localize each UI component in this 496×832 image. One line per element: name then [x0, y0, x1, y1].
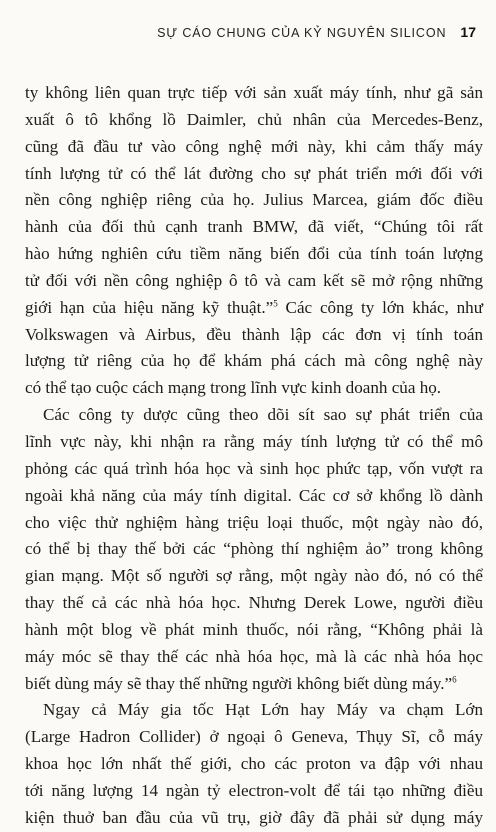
text-line: Ngay cả Máy gia tốc Hạt Lớn hay Máy va chạm Lớn — [43, 700, 483, 720]
text-line: Các công ty dược cũng theo dõi sít sao sự phát triển của — [43, 405, 483, 425]
text-line: tử đối với nền công nghiệp ô tô và cam kết sẽ mở rộng những — [25, 270, 483, 290]
text-line: (Large Hadron Collider) ở ngoại ô Geneva, Thụy Sĩ, cỗ máy — [25, 727, 483, 747]
footnote-marker: 5 — [273, 298, 278, 309]
footnote-marker: 6 — [452, 673, 457, 684]
paragraph-2 — [25, 402, 483, 697]
text-line — [25, 671, 483, 698]
chapter-title: SỰ CÁO CHUNG CỦA KỶ NGUYÊN SILICON — [157, 26, 447, 40]
text-line: nền công nghiệp riêng của họ. Julius Marcea, giám đốc điều — [25, 190, 483, 210]
text-line: Volkswagen và Airbus, đều thành lập các đơn vị tính toán — [25, 324, 483, 344]
text-line: máy móc sẽ thay thế các nhà hóa học, mà là các nhà hóa học — [25, 646, 483, 666]
text-line: lĩnh vực này, khi nhận ra rằng máy tính lượng tử có thể mô — [25, 431, 483, 451]
paragraph-1 — [25, 80, 483, 402]
text-line: tới năng lượng 14 ngàn tỷ electron-volt để tái tạo những điều — [25, 780, 483, 800]
text-line: thay thế cả các nhà hóa học. Nhưng Derek Lowe, người điều — [25, 593, 483, 613]
text-fragment: Các công ty lớn khác, như — [277, 297, 483, 317]
text-line: ngoài khả năng của máy tính digital. Các cơ sở khổng lồ dành — [25, 485, 483, 505]
text-line — [25, 295, 483, 322]
text-line: có thể bị thay thế bởi các “phòng thí nghiệm ảo” trong không — [25, 539, 483, 559]
text-line: phỏng các quá trình hóa học và sinh học phức tạp, vốn vượt ra — [25, 458, 483, 478]
running-header — [157, 24, 476, 40]
text-line: có thể tạo cuộc cách mạng trong lĩnh vực kinh doanh của họ. — [25, 378, 442, 398]
text-line: lượng tử riêng của họ để khám phá cách mà công nghệ này — [25, 351, 483, 371]
page-number: 17 — [460, 24, 476, 40]
text-line: hào hứng nghiên cứu tiềm năng biến đổi của tính toán lượng — [25, 244, 483, 264]
text-line: hành của đối thủ cạnh tranh BMW, đã viết, “Chúng tôi rất — [25, 217, 483, 237]
text-line: cũng đã đầu tư vào công nghệ mới này, khi cảm thấy máy — [25, 136, 483, 156]
text-fragment: giới hạn của hiệu năng kỹ thuật.” — [25, 297, 274, 317]
body-text — [25, 80, 483, 832]
text-line: cho việc thử nghiệm hàng triệu loại thuốc, một ngày nào đó, — [25, 512, 483, 532]
text-line: tính lượng tử có thể lát đường cho sự phát triển mới đối với — [25, 163, 483, 183]
text-line: xuất ô tô khổng lồ Daimler, chủ nhân của Mercedes-Benz, — [25, 109, 483, 129]
text-line: kiện thuở ban đầu của vũ trụ, giờ đây đã phải sử dụng máy — [25, 807, 483, 827]
text-line: gian mạng. Một số người sợ rằng, một ngày nào đó, nó có thể — [25, 566, 483, 586]
text-line: hành một blog về phát minh thuốc, nói rằng, “Không phải là — [25, 619, 483, 639]
paragraph-3 — [25, 697, 483, 831]
text-line: ty không liên quan trực tiếp với sản xuất máy tính, như gã sản — [25, 83, 483, 102]
text-line: khoa học lớn nhất thế giới, cho các proton va đập với nhau — [25, 754, 483, 774]
text-fragment: biết dùng máy sẽ thay thế những người không biết dùng máy.” — [25, 673, 453, 693]
